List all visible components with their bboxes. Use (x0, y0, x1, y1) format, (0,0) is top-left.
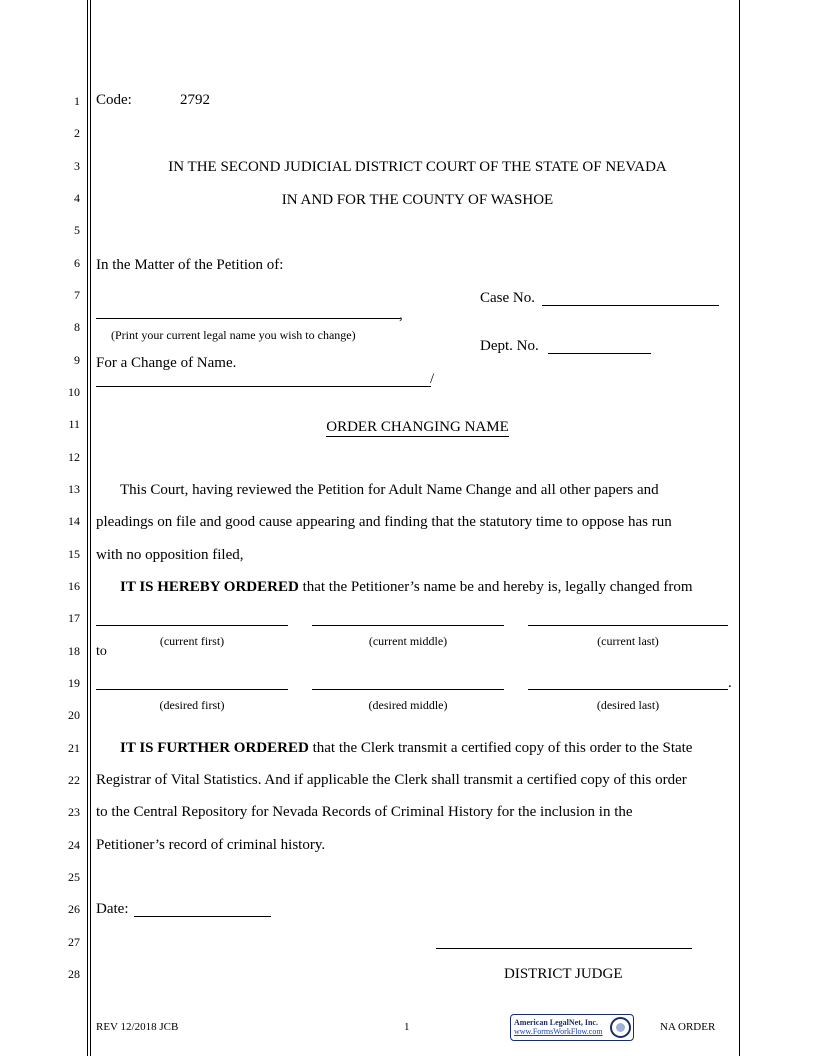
code-value: 2792 (180, 92, 210, 108)
current-last-label: (current last) (597, 634, 659, 648)
line-number: 10 (68, 385, 80, 399)
line-number: 20 (68, 708, 80, 722)
right-margin-rule (739, 0, 740, 1056)
desired-period: . (728, 675, 732, 691)
caption-slash: / (430, 371, 435, 387)
line-number: 18 (68, 644, 80, 658)
date-field[interactable] (134, 916, 271, 917)
revision-code: REV 12/2018 JCB (96, 1021, 179, 1033)
line-number: 12 (68, 450, 80, 464)
desired-middle-field[interactable] (312, 689, 504, 690)
body-line: with no opposition filed, (96, 547, 244, 563)
line-number: 27 (68, 935, 80, 949)
line-number: 9 (74, 353, 80, 367)
line-number: 17 (68, 611, 80, 625)
body-line: to the Central Repository for Nevada Records of Criminal History for the inclusion in the (96, 804, 633, 820)
hereby-ordered-line (120, 578, 693, 596)
line-number: 11 (68, 417, 80, 431)
current-middle-label: (current middle) (368, 634, 448, 648)
further-ordered-line (120, 739, 692, 757)
further-ordered-text: that the Clerk transmit a certified copy of this order to the State (308, 740, 693, 756)
logo-globe-icon (610, 1017, 631, 1038)
line-number: 22 (68, 773, 80, 787)
line-number: 8 (74, 320, 80, 334)
line-number: 4 (74, 191, 80, 205)
logo-company: American LegalNet, Inc. (514, 1018, 598, 1027)
line-number: 21 (68, 741, 80, 755)
line-number: 19 (68, 676, 80, 690)
to-text: to (96, 644, 107, 659)
line-number: 3 (74, 159, 80, 173)
body-line: Petitioner’s record of criminal history. (96, 837, 326, 853)
body-line: This Court, having reviewed the Petition for Adult Name Change and all other papers and (120, 482, 659, 498)
line-number: 2 (74, 126, 80, 140)
current-middle-field[interactable] (312, 625, 504, 626)
line-number: 23 (68, 805, 80, 819)
change-of-name-text: For a Change of Name. (96, 355, 237, 371)
page-number: 1 (404, 1021, 410, 1033)
name-hint: (Print your current legal name you wish to change) (111, 328, 356, 342)
line-number: 7 (74, 288, 80, 302)
current-first-field[interactable] (96, 625, 288, 626)
hereby-ordered-text: that the Petitioner’s name be and hereby is, legally changed from (298, 579, 693, 595)
desired-first-label: (desired first) (159, 698, 225, 712)
americanlegalnet-logo (510, 1014, 634, 1041)
current-last-field[interactable] (528, 625, 728, 626)
logo-url[interactable]: www.FormsWorkFlow.com (514, 1027, 603, 1036)
case-no-field[interactable] (542, 305, 719, 306)
name-line-comma: , (399, 307, 403, 323)
order-title: ORDER CHANGING NAME (326, 419, 509, 435)
further-ordered-bold: IT IS FURTHER ORDERED (120, 740, 309, 756)
hereby-ordered-bold: IT IS HEREBY ORDERED (120, 579, 299, 595)
title-wrapper (96, 418, 739, 436)
line-number: 25 (68, 870, 80, 884)
line-number: 13 (68, 482, 80, 496)
line-number: 28 (68, 967, 80, 981)
petitioner-name-line[interactable] (96, 318, 400, 319)
dept-no-field[interactable] (548, 353, 651, 354)
judge-signature-line[interactable] (436, 948, 692, 949)
desired-middle-label: (desired middle) (368, 698, 448, 712)
matter-heading: In the Matter of the Petition of: (96, 257, 284, 273)
district-judge-label: DISTRICT JUDGE (504, 966, 623, 982)
desired-last-field[interactable] (528, 689, 728, 690)
left-margin-rule-inner (90, 0, 91, 1056)
court-name: IN THE SECOND JUDICIAL DISTRICT COURT OF THE STATE OF NEVADA (168, 159, 667, 175)
form-name: NA ORDER (660, 1021, 716, 1033)
court-county: IN AND FOR THE COUNTY OF WASHOE (281, 192, 554, 208)
line-number: 1 (74, 94, 80, 108)
line-number: 6 (74, 256, 80, 270)
body-line: Registrar of Vital Statistics. And if applicable the Clerk shall transmit a certified copy of this order (96, 772, 687, 788)
line-number: 24 (68, 838, 80, 852)
caption-close-line (96, 386, 431, 387)
line-number: 15 (68, 547, 80, 561)
line-number: 26 (68, 902, 80, 916)
dept-no-label: Dept. No. (480, 338, 539, 354)
line-number: 16 (68, 579, 80, 593)
line-number: 14 (68, 514, 80, 528)
current-first-label: (current first) (159, 634, 225, 648)
body-line: pleadings on file and good cause appearing and finding that the statutory time to oppose has run (96, 514, 672, 530)
desired-first-field[interactable] (96, 689, 288, 690)
case-no-label: Case No. (480, 290, 535, 306)
line-number: 5 (74, 223, 80, 237)
date-label: Date: (96, 901, 129, 917)
left-margin-rule-outer (87, 0, 88, 1056)
desired-last-label: (desired last) (596, 698, 660, 712)
code-label: Code: (96, 92, 132, 108)
